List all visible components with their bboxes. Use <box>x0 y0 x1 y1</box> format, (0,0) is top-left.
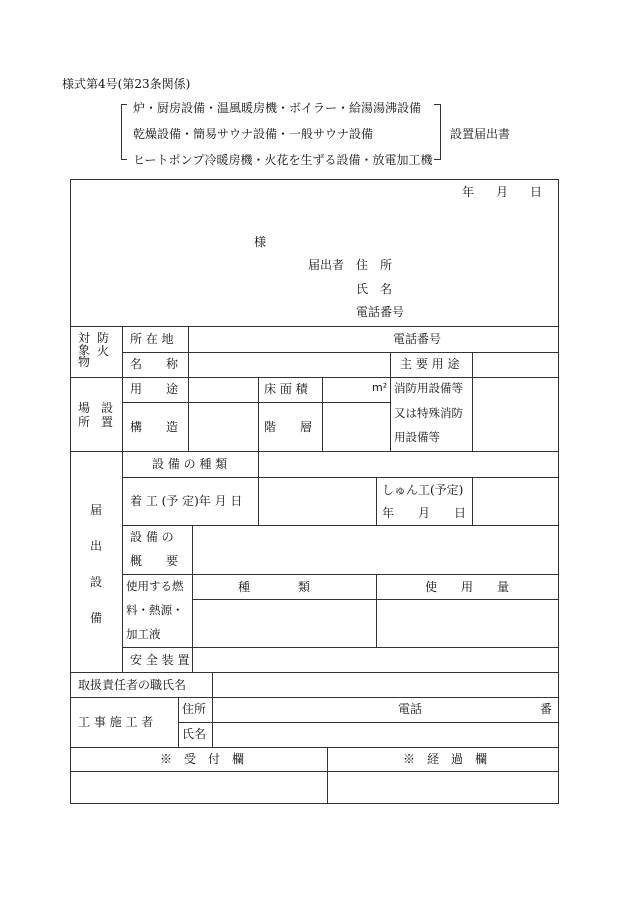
contractor-label: 工 事 施 工 者 <box>78 715 154 729</box>
fuel-usage-label: 使 用 量 <box>425 580 510 594</box>
reception-label: ※ 受 付 欄 <box>160 752 245 766</box>
addressee-suffix: 様 <box>254 235 267 249</box>
target-group-label: 対象物 <box>78 331 91 369</box>
form-frame-top <box>70 179 559 180</box>
safety-device-label: 安 全 装 置 <box>130 653 190 667</box>
contractor-phone-label: 電話 <box>398 702 423 716</box>
header-left-bracket <box>121 104 122 160</box>
start-date-label: 着 工 (予 定)年 月 日 <box>130 494 243 508</box>
site-group-label: 場所 <box>78 401 91 429</box>
fire-equipment-label-2: 又は特殊消防 <box>394 406 463 420</box>
form-number: 様式第4号(第23条関係) <box>62 77 191 91</box>
floor-label: 階 層 <box>264 420 313 434</box>
fuel-label-2: 料・熱源・ <box>126 603 184 617</box>
applicant-phone-label: 電話番号 <box>356 305 405 319</box>
target-group-label-fire: 防火 <box>97 331 110 358</box>
name-label: 名 称 <box>130 357 179 371</box>
area-unit: m² <box>372 381 388 394</box>
header-line-1: 炉・厨房設備・温風暖房機・ボイラー・給湯湯沸設備 <box>133 101 422 115</box>
structure-label: 構 造 <box>130 420 179 434</box>
manager-label: 取扱責任者の職氏名 <box>78 678 187 692</box>
equipment-group-label-1: 届 <box>90 503 103 517</box>
date-year: 年 <box>462 185 475 199</box>
fuel-kind-label: 種 類 <box>238 580 311 594</box>
applicant-label: 届出者 <box>308 258 345 272</box>
form-frame-left <box>70 179 71 804</box>
header-line-3: ヒートポンプ冷暖房機・火花を生ずる設備・放電加工機 <box>133 153 433 167</box>
overview-label-2: 概 要 <box>130 554 179 568</box>
location-label: 所 在 地 <box>130 332 174 346</box>
applicant-address-label: 住 所 <box>356 258 393 272</box>
floor-area-label: 床 面 積 <box>264 382 308 396</box>
completion-label: しゅん工(予定) <box>382 483 464 497</box>
applicant-name-label: 氏 名 <box>356 282 393 296</box>
main-use-label: 主 要 用 途 <box>400 357 460 371</box>
document-title-suffix: 設置届出書 <box>450 127 511 141</box>
fire-equipment-label-3: 用設備等 <box>394 430 440 444</box>
target-phone-label: 電話番号 <box>393 332 442 346</box>
equipment-group-label-4: 備 <box>90 611 103 625</box>
fuel-label-1: 使用する燃 <box>126 579 184 593</box>
equipment-group-label-2: 出 <box>90 539 103 553</box>
form-frame-right <box>558 179 559 804</box>
equipment-type-label: 設 備 の 種 類 <box>152 457 228 471</box>
overview-label-1: 設 備 の <box>130 530 174 544</box>
fire-equipment-label-1: 消防用設備等 <box>394 381 463 395</box>
form-frame-bottom <box>70 803 559 804</box>
date-month: 月 <box>496 185 509 199</box>
date-day: 日 <box>530 185 543 199</box>
progress-label: ※ 経 過 欄 <box>403 752 488 766</box>
equipment-group-label-3: 設 <box>90 575 103 589</box>
completion-date-label: 年 月 日 <box>382 506 467 520</box>
contractor-address-label: 住所 <box>182 702 207 716</box>
header-line-2: 乾燥設備・簡易サウナ設備・一般サウナ設備 <box>133 127 374 141</box>
fuel-label-3: 加工液 <box>126 627 161 641</box>
header-right-bracket <box>440 104 441 160</box>
use-label: 用 途 <box>130 382 179 396</box>
contractor-name-label: 氏名 <box>182 727 207 741</box>
contractor-phone-label-2: 番 <box>540 702 553 716</box>
site-group-label-install: 設置 <box>101 401 114 429</box>
